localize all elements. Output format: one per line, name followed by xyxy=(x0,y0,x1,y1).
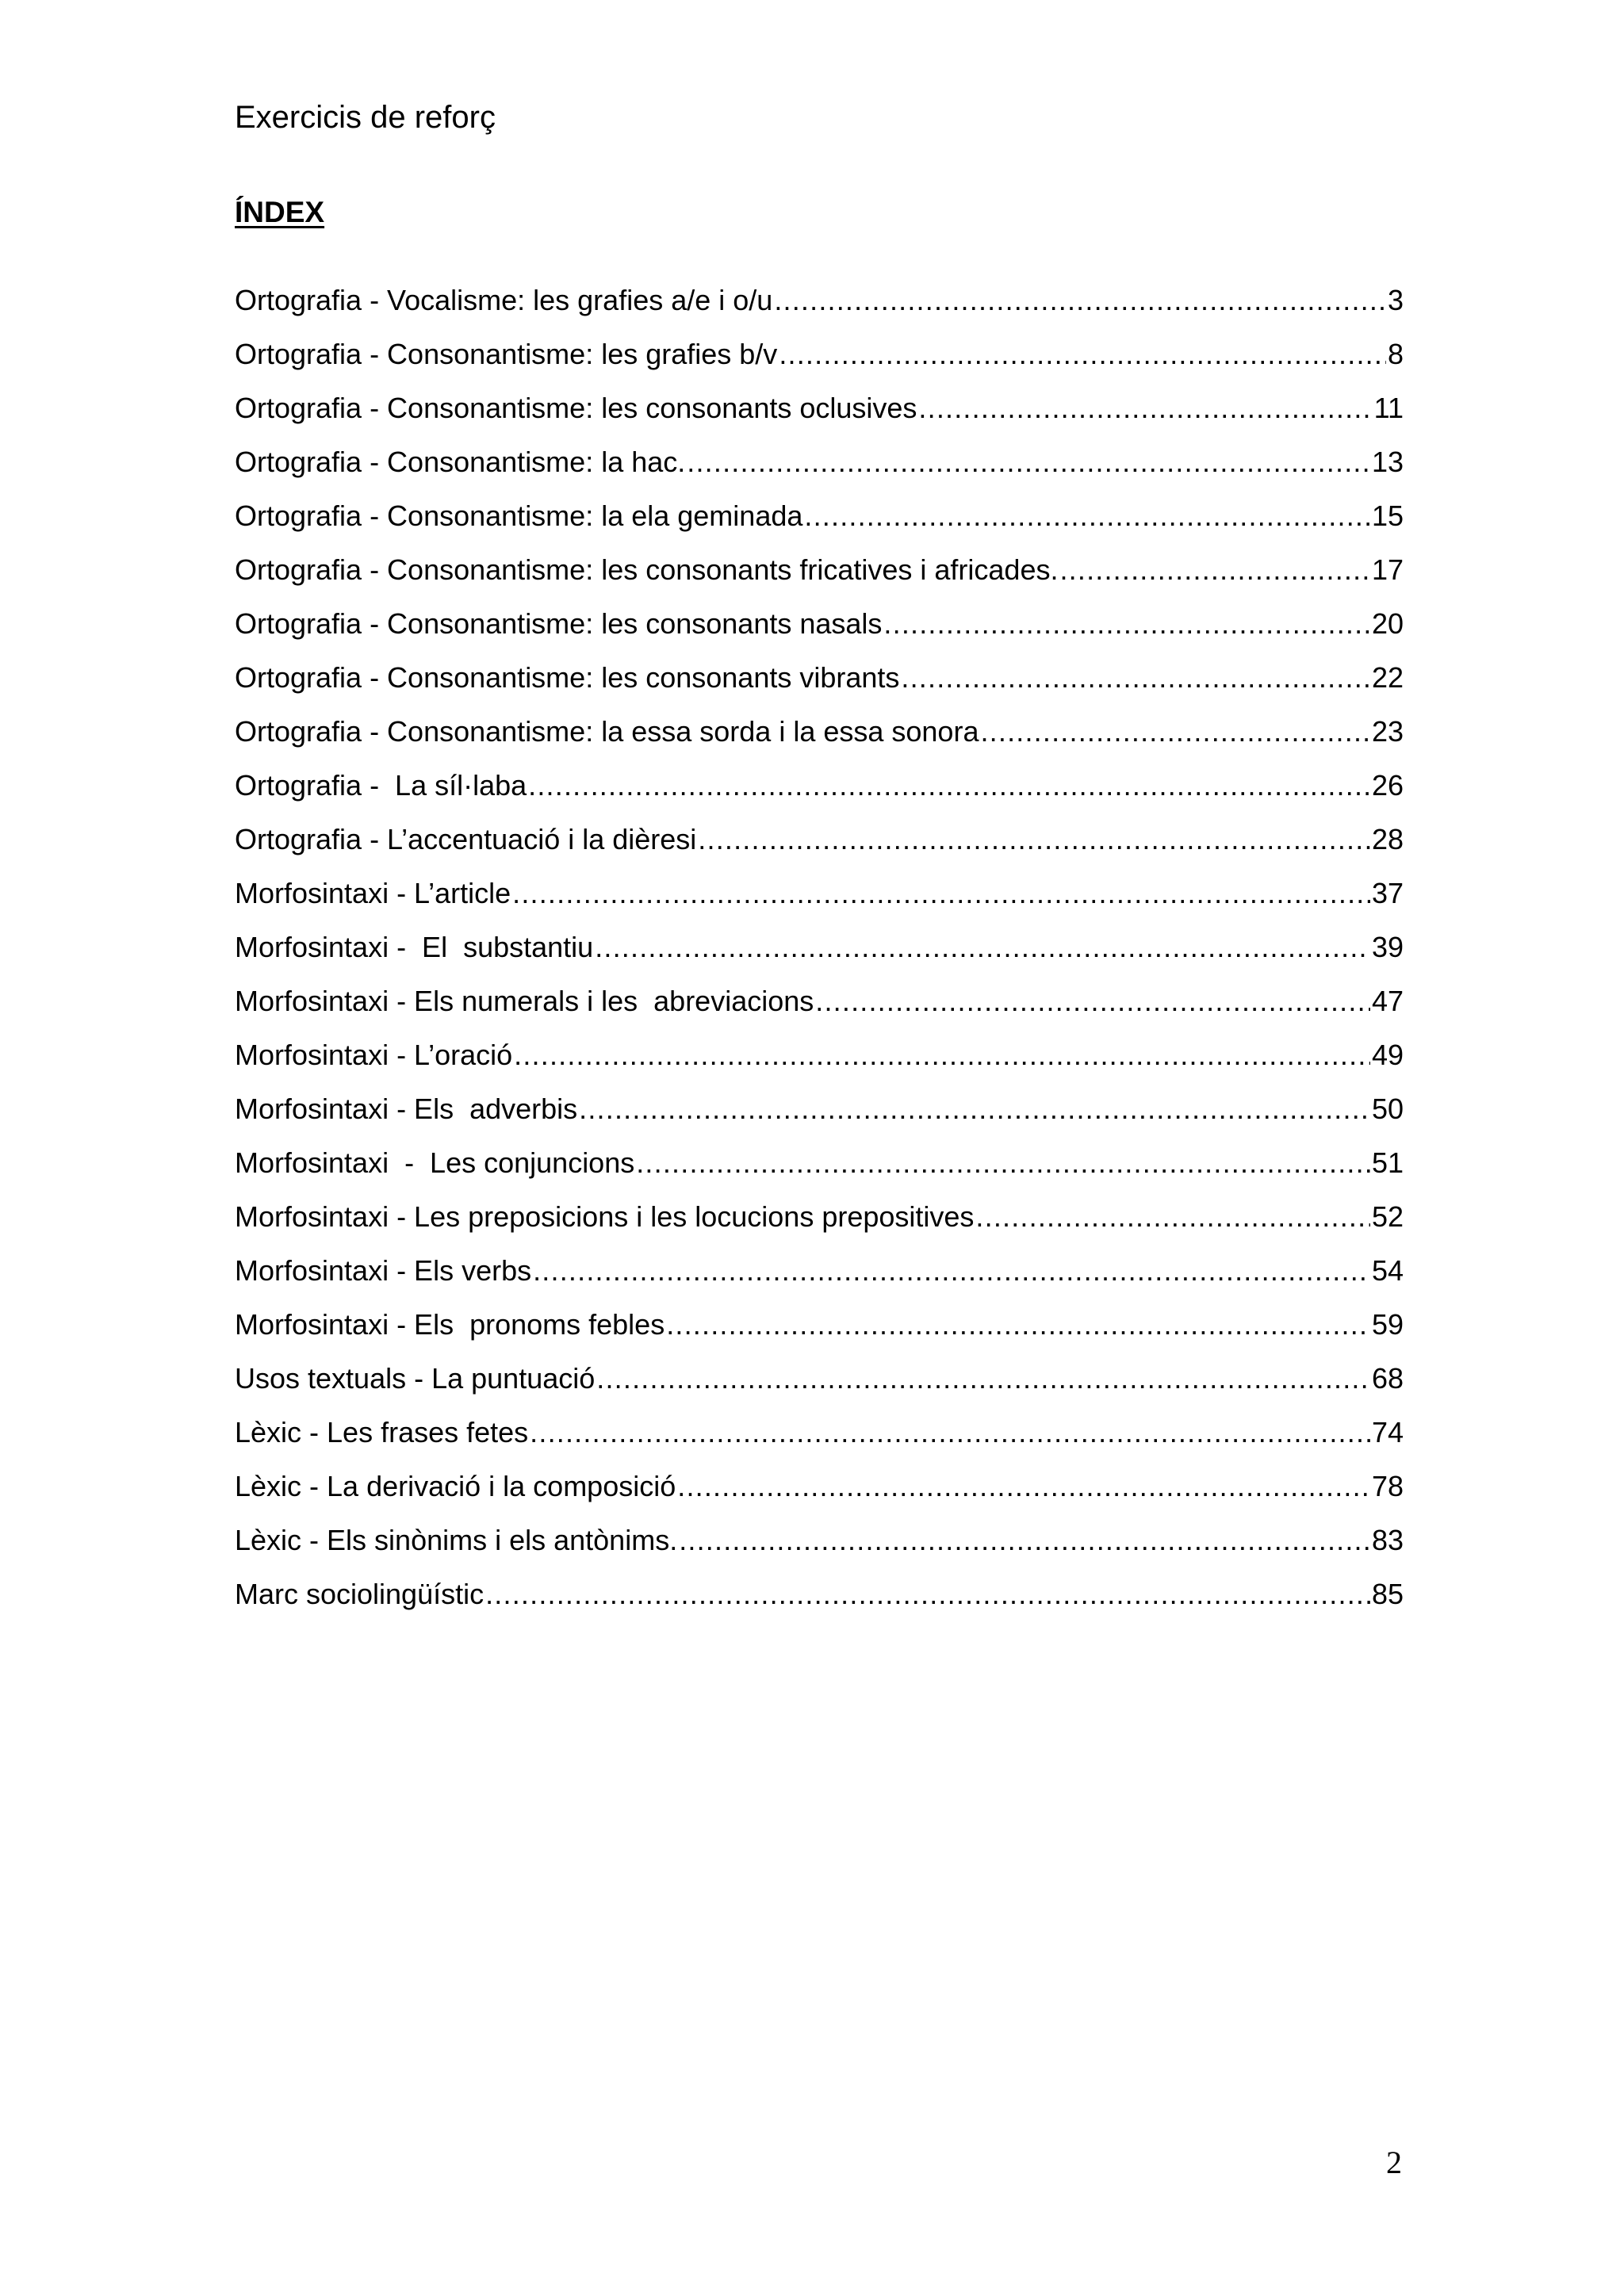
toc-entry xyxy=(235,871,1404,925)
toc-dot-leader xyxy=(804,494,1370,538)
toc-entry-title: Morfosintaxi - L’oració xyxy=(235,1039,513,1071)
toc-entry xyxy=(235,1141,1404,1195)
toc-dot-leader xyxy=(533,1249,1370,1293)
toc-entry-title: Morfosintaxi - Els numerals i les abreviacions xyxy=(235,985,814,1017)
toc-dot-leader xyxy=(901,656,1370,700)
toc-entry-title: Ortografia - Consonantisme: les consonants oclusives xyxy=(235,392,917,424)
toc-dot-leader xyxy=(530,1410,1370,1455)
toc-entry-title: Lèxic - Els sinònims i els antònims. xyxy=(235,1524,678,1556)
toc-entry xyxy=(235,1572,1404,1626)
toc-entry-page: 26 xyxy=(1371,769,1404,802)
toc-entry-page: 15 xyxy=(1371,499,1404,532)
toc-entry-title: Ortografia - La síl·laba xyxy=(235,769,527,802)
toc-entry-page: 49 xyxy=(1371,1039,1404,1071)
toc-entry-page: 78 xyxy=(1371,1470,1404,1502)
toc-entry xyxy=(235,1357,1404,1410)
toc-dot-leader xyxy=(975,1195,1370,1239)
toc-dot-leader xyxy=(815,979,1370,1024)
toc-dot-leader xyxy=(779,332,1386,377)
toc-entry xyxy=(235,1249,1404,1303)
toc-entry-page: 23 xyxy=(1371,715,1404,748)
toc-entry-page: 20 xyxy=(1371,607,1404,640)
toc-entry xyxy=(235,602,1404,656)
toc-entry-title: Ortografia - Consonantisme: les consonants fricatives i africades. xyxy=(235,553,1059,586)
toc-entry-title: Morfosintaxi - Les preposicions i les locucions prepositives xyxy=(235,1200,975,1233)
toc-entry-title: Ortografia - L’accentuació i la dièresi xyxy=(235,823,697,855)
toc-dot-leader xyxy=(596,1357,1370,1401)
toc-dot-leader xyxy=(687,440,1370,484)
toc-entry-page: 68 xyxy=(1371,1362,1404,1395)
toc-entry xyxy=(235,548,1404,602)
toc-entry xyxy=(235,1518,1404,1572)
toc-dot-leader xyxy=(512,871,1370,916)
toc-entry-title: Ortografia - Consonantisme: les consonants nasals xyxy=(235,607,883,640)
page-number: 2 xyxy=(1386,2145,1402,2180)
toc-entry xyxy=(235,1410,1404,1464)
toc-entry-page: 37 xyxy=(1371,877,1404,909)
toc-entry-title: Marc sociolingüístic xyxy=(235,1578,485,1610)
toc-entry xyxy=(235,1195,1404,1249)
toc-entry-page: 17 xyxy=(1371,553,1404,586)
toc-entry-page: 59 xyxy=(1371,1308,1404,1341)
toc-entry-title: Ortografia - Consonantisme: les grafies b/v xyxy=(235,338,778,370)
toc-dot-leader xyxy=(485,1572,1370,1617)
toc-entry-title: Ortografia - Consonantisme: les consonants vibrants xyxy=(235,661,900,694)
toc-dot-leader xyxy=(636,1141,1370,1185)
toc-entry xyxy=(235,494,1404,548)
toc-entry-page: 3 xyxy=(1387,284,1404,316)
toc-entry-page: 54 xyxy=(1371,1254,1404,1287)
toc-entry-title: Morfosintaxi - Els adverbis xyxy=(235,1093,578,1125)
toc-entry xyxy=(235,710,1404,763)
toc-entry-title: Lèxic - La derivació i la composició xyxy=(235,1470,676,1502)
toc-entry xyxy=(235,1033,1404,1087)
toc-entry-page: 22 xyxy=(1371,661,1404,694)
toc-dot-leader xyxy=(595,925,1370,970)
toc-entry-page: 13 xyxy=(1371,446,1404,478)
toc-entry-title: Ortografia - Consonantisme: la essa sorda i la essa sonora xyxy=(235,715,979,748)
toc-entry xyxy=(235,763,1404,817)
toc-dot-leader xyxy=(1059,548,1369,592)
toc-entry-title: Morfosintaxi - Els verbs xyxy=(235,1254,532,1287)
toc-dot-leader xyxy=(528,763,1370,808)
index-heading: ÍNDEX xyxy=(235,196,325,228)
toc-entry-title: Usos textuals - La puntuació xyxy=(235,1362,596,1395)
toc-dot-leader xyxy=(579,1087,1370,1131)
toc-dot-leader xyxy=(679,1518,1370,1563)
toc-entry-page: 39 xyxy=(1371,931,1404,963)
toc-entry-title: Lèxic - Les frases fetes xyxy=(235,1416,529,1448)
toc-dot-leader xyxy=(677,1464,1370,1509)
toc-entry-page: 85 xyxy=(1371,1578,1404,1610)
toc-entry xyxy=(235,332,1404,386)
toc-entry-page: 50 xyxy=(1371,1093,1404,1125)
toc-dot-leader xyxy=(883,602,1370,646)
toc-entry xyxy=(235,440,1404,494)
toc-entry-page: 11 xyxy=(1373,392,1404,424)
toc-entry xyxy=(235,386,1404,440)
toc-dot-leader xyxy=(774,278,1386,323)
toc-dot-leader xyxy=(918,386,1372,430)
toc-entry xyxy=(235,925,1404,979)
toc-entry-page: 74 xyxy=(1371,1416,1404,1448)
toc-entry xyxy=(235,979,1404,1033)
toc-entry-page: 28 xyxy=(1371,823,1404,855)
toc-entry-title: Morfosintaxi - Els pronoms febles xyxy=(235,1308,665,1341)
table-of-contents xyxy=(235,278,1404,1626)
toc-entry-title: Ortografia - Consonantisme: la hac. xyxy=(235,446,686,478)
toc-entry-page: 51 xyxy=(1371,1146,1404,1179)
toc-entry xyxy=(235,656,1404,710)
toc-dot-leader xyxy=(698,817,1370,862)
toc-entry-title: Morfosintaxi - El substantiu xyxy=(235,931,594,963)
toc-entry-page: 83 xyxy=(1371,1524,1404,1556)
toc-dot-leader xyxy=(980,710,1369,754)
toc-entry-page: 8 xyxy=(1387,338,1404,370)
toc-entry-title: Ortografia - Vocalisme: les grafies a/e i o/u xyxy=(235,284,773,316)
toc-dot-leader xyxy=(514,1033,1370,1077)
toc-entry-page: 52 xyxy=(1371,1200,1404,1233)
toc-entry xyxy=(235,1303,1404,1357)
toc-entry-title: Morfosintaxi - Les conjuncions xyxy=(235,1146,635,1179)
toc-entry-title: Ortografia - Consonantisme: la ela geminada xyxy=(235,499,803,532)
document-header: Exercicis de reforç xyxy=(235,100,496,135)
toc-entry-title: Morfosintaxi - L’article xyxy=(235,877,511,909)
toc-entry xyxy=(235,1464,1404,1518)
toc-entry xyxy=(235,1087,1404,1141)
toc-entry xyxy=(235,817,1404,871)
toc-dot-leader xyxy=(666,1303,1370,1347)
toc-entry-page: 47 xyxy=(1371,985,1404,1017)
toc-entry xyxy=(235,278,1404,332)
